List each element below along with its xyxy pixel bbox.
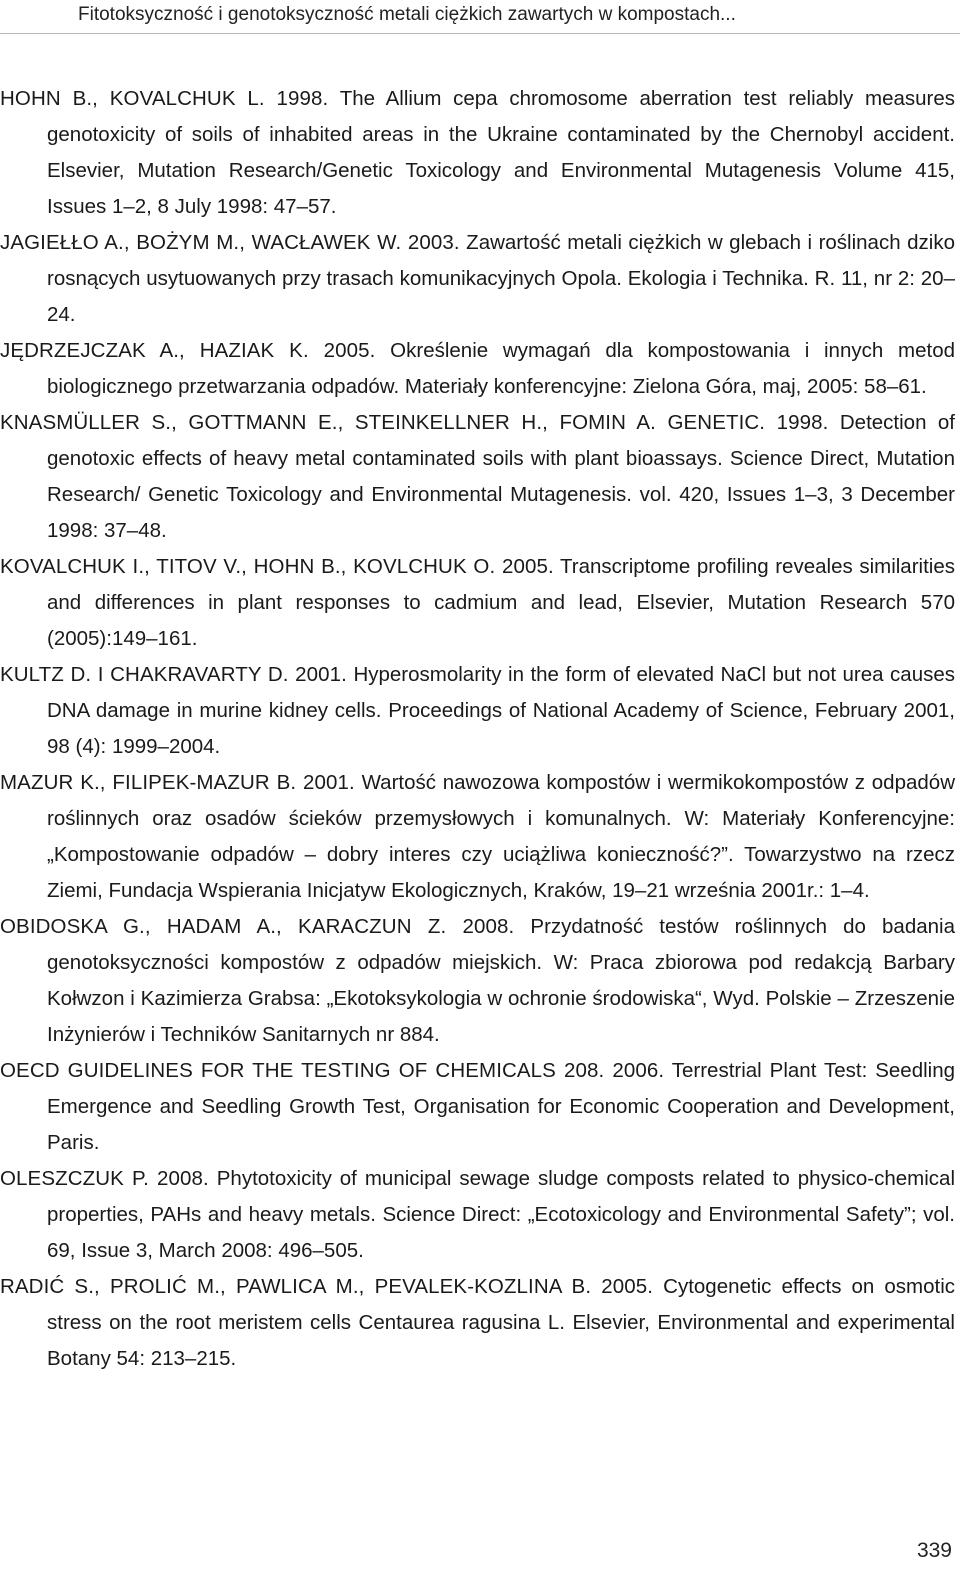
reference-text: Detection of genotoxic effects of heavy metal contaminated soils with plant bioassays. Science Direct, Mutation Research/ Genetic Toxicology and Environmental Mutagenesis. vol. 420, Issues 1–3, 3 December 1998: 37–48.	[47, 411, 955, 542]
reference-item	[0, 333, 955, 405]
reference-item	[0, 1161, 955, 1269]
page-number: 339	[916, 1539, 952, 1562]
reference-text: Zawartość metali ciężkich w glebach i roślinach dziko rosnących usytuowanych przy trasach komunikacyjnych Opola. Ekologia i Technika. R. 11, nr 2: 20–24.	[47, 231, 955, 326]
reference-item	[0, 657, 955, 765]
reference-authors: OBIDOSKA G., HADAM A., KARACZUN Z. 2008.	[0, 915, 515, 938]
reference-item	[0, 1053, 955, 1161]
reference-item	[0, 1269, 955, 1377]
reference-item	[0, 405, 955, 549]
reference-list	[0, 81, 955, 1377]
reference-text: Określenie wymagań dla kompostowania i innych metod biologicznego przetwarzania odpadów. Materiały konferencyjne: Zielona Góra, maj, 2005: 58–61.	[47, 339, 955, 398]
reference-authors: JĘDRZEJCZAK A., HAZIAK K. 2005.	[0, 339, 376, 362]
reference-authors: JAGIEŁŁO A., BOŻYM M., WACŁAWEK W. 2003.	[0, 231, 460, 254]
reference-text: Phytotoxicity of municipal sewage sludge composts related to physico-chemical properties, PAHs and heavy metals. Science Direct: „Ecotoxicology and Environmental Safety”; vol. 69, Issue 3, March 2008: 496–505.	[47, 1167, 955, 1262]
reference-item	[0, 909, 955, 1053]
reference-text: Cytogenetic effects on osmotic stress on the root meristem cells Centaurea ragusina L. Elsevier, Environmental and experimental Botany 54: 213–215.	[47, 1275, 955, 1370]
reference-authors: OECD GUIDELINES FOR THE TESTING OF CHEMICALS 208. 2006.	[0, 1059, 665, 1082]
reference-authors: KNASMÜLLER S., GOTTMANN E., STEINKELLNER H., FOMIN A. GENETIC. 1998.	[0, 411, 829, 434]
reference-item	[0, 81, 955, 225]
reference-item	[0, 549, 955, 657]
reference-authors: KULTZ D. I CHAKRAVARTY D. 2001.	[0, 663, 347, 686]
reference-authors: MAZUR K., FILIPEK-MAZUR B. 2001.	[0, 771, 355, 794]
reference-authors: OLESZCZUK P. 2008.	[0, 1167, 209, 1190]
reference-authors: RADIĆ S., PROLIĆ M., PAWLICA M., PEVALEK-KOZLINA B. 2005.	[0, 1275, 654, 1298]
reference-authors: KOVALCHUK I., TITOV V., HOHN B., KOVLCHUK O. 2005.	[0, 555, 554, 578]
reference-text: Transcriptome profiling reveales similarities and differences in plant responses to cadmium and lead, Elsevier, Mutation Research 570 (2005):149–161.	[47, 555, 955, 650]
running-title: Fitotoksyczność i genotoksyczność metali ciężkich zawartych w kompostach...	[78, 4, 736, 25]
reference-text: Wartość nawozowa kompostów i wermikokompostów z odpadów roślinnych oraz osadów ścieków przemysłowych i komunalnych. W: Materiały Konferencyjne: „Kompostowanie odpadów – dobry interes czy uciążliwa konieczność?”. Towarzystwo na rzecz Ziemi, Fundacja Wspierania Inicjatyw Ekologicznych, Kraków, 19–21 września 2001r.: 1–4.	[47, 771, 955, 902]
reference-authors: HOHN B., KOVALCHUK L. 1998.	[0, 87, 329, 110]
reference-text: Przydatność testów roślinnych do badania genotoksyczności kompostów z odpadów miejskich. W: Praca zbiorowa pod redakcją Barbary Kołwzon i Kazimierza Grabsa: „Ekotoksykologia w ochronie środowiska“, Wyd. Polskie – Zrzeszenie Inżynierów i Techników Sanitarnych nr 884.	[47, 915, 955, 1046]
reference-text: Terrestrial Plant Test: Seedling Emergence and Seedling Growth Test, Organisation for Economic Cooperation and Development, Paris.	[47, 1059, 956, 1154]
running-header	[0, 0, 960, 34]
reference-text: Hyperosmolarity in the form of elevated NaCl but not urea causes DNA damage in murine kidney cells. Proceedings of National Academy of Science, February 2001, 98 (4): 1999–2004.	[47, 663, 955, 758]
reference-item	[0, 765, 955, 909]
reference-item	[0, 225, 955, 333]
reference-text: The Allium cepa chromosome aberration test reliably measures genotoxicity of soils of inhabited areas in the Ukraine contaminated by the Chernobyl accident. Elsevier, Mutation Research/Genetic Toxicology and Environmental Mutagenesis Volume 415, Issues 1–2, 8 July 1998: 47–57.	[47, 87, 956, 218]
